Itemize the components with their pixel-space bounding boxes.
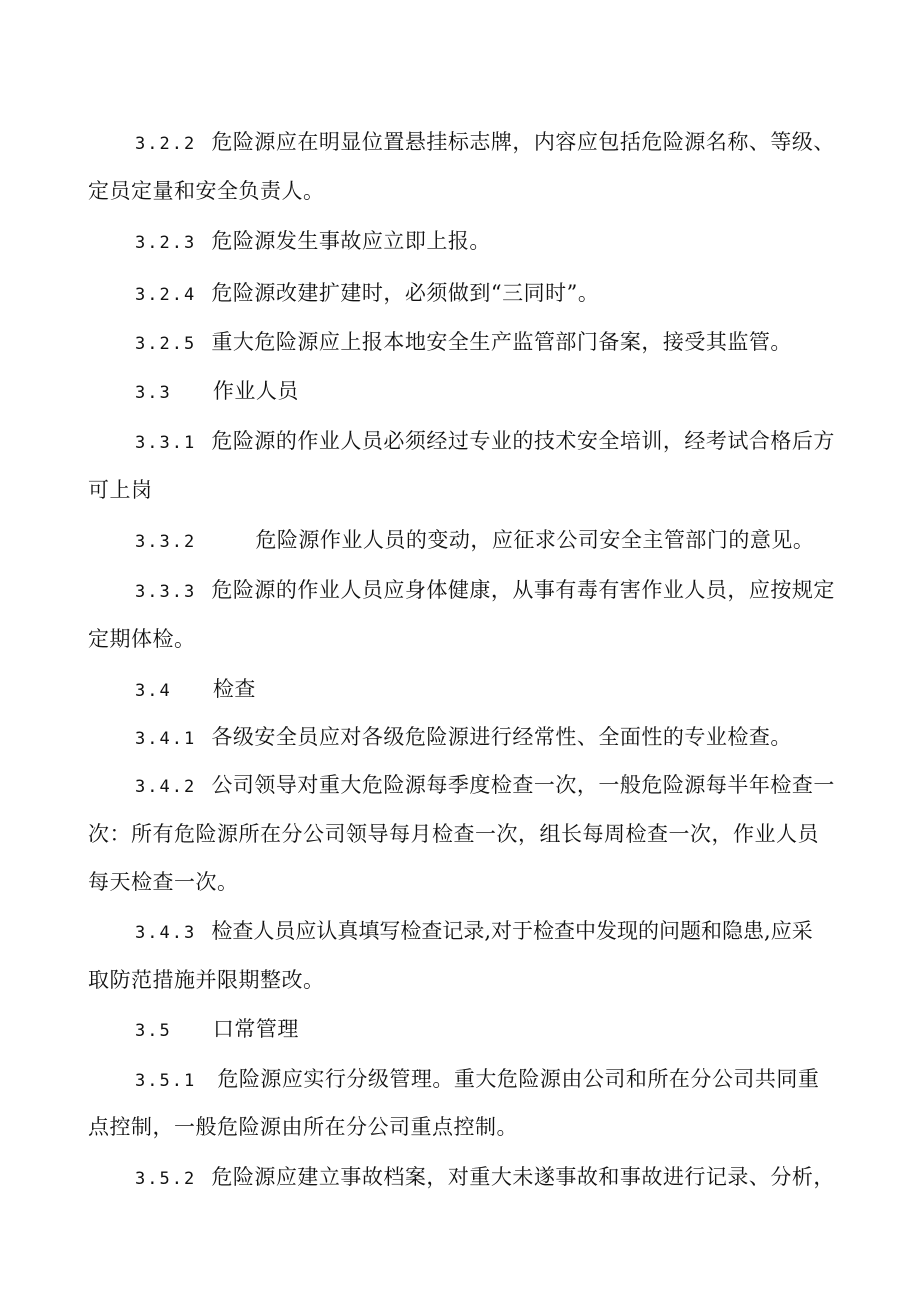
paragraph-text: 各级安全员应对各级危险源进行经常性、全面性的专业检查。	[211, 725, 792, 749]
section-heading-3-5	[135, 1016, 299, 1044]
section-number: 3.3.1	[135, 433, 197, 453]
section-number: 3.2.3	[135, 233, 197, 253]
paragraph-text: 危险源发生事故应立即上报。	[211, 229, 491, 253]
paragraph-text: 危险源应在明显位置悬挂标志牌，内容应包括危险源名称、等级、	[211, 130, 835, 154]
paragraph-3-3-2	[135, 527, 814, 555]
section-number: 3.5.2	[135, 1169, 197, 1189]
paragraph-text: 危险源作业人员的变动，应征求公司安全主管部门的意见。	[255, 528, 815, 552]
paragraph-text: 取防范措施并限期整改。	[88, 968, 325, 992]
paragraph-text: 公司领导对重大危险源每季度检查一次，一般危险源每半年检查一	[211, 773, 835, 797]
paragraph-text: 危险源应建立事故档案，对重大未遂事故和事故进行记录、分析，	[211, 1165, 835, 1189]
paragraph-3-5-1-line-2	[88, 1114, 518, 1140]
paragraph-text: 定期体检。	[88, 627, 196, 651]
section-number: 3.4.2	[135, 777, 197, 797]
paragraph-3-5-1-line-1	[135, 1066, 819, 1094]
paragraph-text: 检查人员应认真填写检查记录,对于检查中发现的问题和隐患,应采	[211, 919, 813, 943]
section-heading-3-3	[135, 378, 299, 406]
paragraph-3-2-3	[135, 228, 491, 256]
paragraph-3-3-3-line-1	[135, 577, 835, 605]
section-number: 3.3	[135, 383, 172, 403]
paragraph-3-2-4	[135, 280, 599, 308]
section-heading-3-4	[135, 676, 256, 704]
paragraph-3-3-3-line-2	[88, 626, 196, 652]
paragraph-text: 危险源的作业人员必须经过专业的技术安全培训，经考试合格后方	[211, 429, 835, 453]
paragraph-3-2-2-line-2	[88, 178, 325, 204]
paragraph-text: 可上岗	[88, 478, 153, 502]
paragraph-3-4-1	[135, 724, 792, 752]
paragraph-text: 点控制，一般危险源由所在分公司重点控制。	[88, 1115, 518, 1139]
section-number: 3.2.5	[135, 334, 197, 354]
paragraph-3-2-2-line-1	[135, 129, 835, 157]
section-title: 作业人员	[212, 379, 299, 403]
section-number: 3.2.2	[135, 134, 197, 154]
paragraph-3-4-2-line-2	[88, 821, 819, 847]
paragraph-text: 每天检查一次。	[88, 870, 239, 894]
paragraph-3-4-3-line-1	[135, 918, 813, 946]
paragraph-3-4-2-line-1	[135, 772, 835, 800]
section-number: 3.4	[135, 681, 172, 701]
paragraph-text: 危险源应实行分级管理。重大危险源由公司和所在分公司共同重	[217, 1067, 820, 1091]
section-number: 3.5	[135, 1021, 172, 1041]
paragraph-3-3-1-line-2	[88, 477, 153, 503]
section-title: 检查	[212, 677, 256, 701]
paragraph-text: 定员定量和安全负责人。	[88, 179, 325, 203]
section-number: 3.3.3	[135, 582, 197, 602]
paragraph-text: 危险源改建扩建时，必须做到“三同时”。	[211, 281, 600, 305]
section-number: 3.4.1	[135, 729, 197, 749]
section-title: 口常管理	[212, 1017, 299, 1041]
paragraph-text: 重大危险源应上报本地安全生产监管部门备案，接受其监管。	[211, 330, 792, 354]
section-number: 3.4.3	[135, 923, 197, 943]
section-number: 3.3.2	[135, 532, 197, 552]
paragraph-3-2-5	[135, 329, 792, 357]
paragraph-3-4-2-line-3	[88, 869, 239, 895]
paragraph-text: 危险源的作业人员应身体健康，从事有毒有害作业人员，应按规定	[211, 578, 835, 602]
paragraph-3-4-3-line-2	[88, 967, 325, 993]
paragraph-3-3-1-line-1	[135, 428, 835, 456]
paragraph-text: 次：所有危险源所在分公司领导每月检查一次，组长每周检查一次，作业人员	[88, 822, 819, 846]
section-number: 3.2.4	[135, 285, 197, 305]
paragraph-3-5-2-line-1	[135, 1164, 835, 1192]
section-number: 3.5.1	[135, 1071, 197, 1091]
